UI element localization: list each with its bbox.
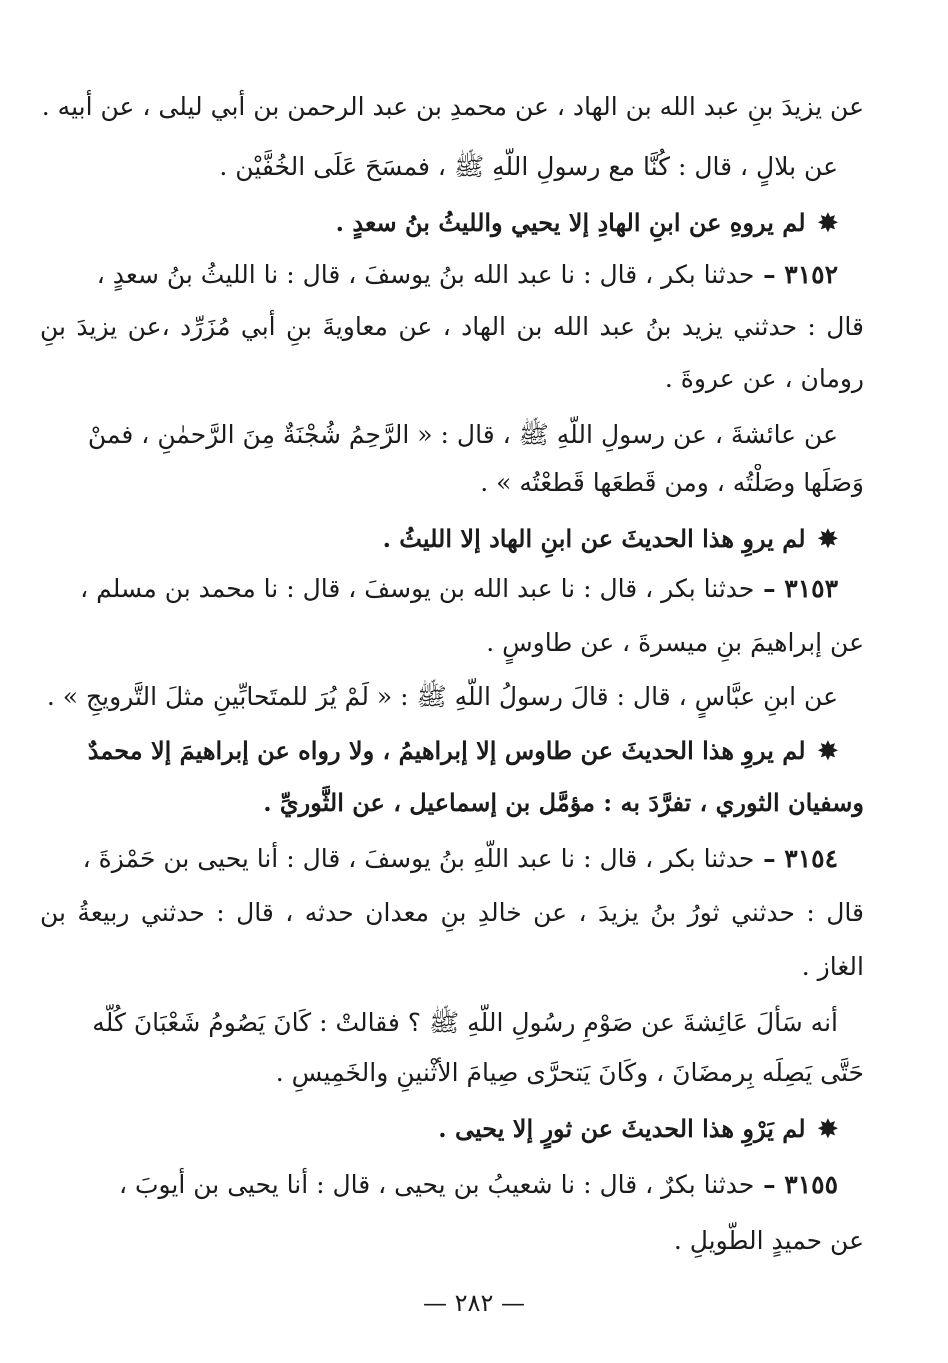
hadith-dash: –: [754, 844, 785, 873]
hadith-number-3154: ٣١٥٤: [784, 844, 838, 873]
text-line-19-content: حَتَّى يَصِلَه بِرمضَانَ ، وكَانَ يَتحرَّى صِيامَ الأثْنينِ والخَمِيسِ .: [275, 1058, 864, 1087]
hadith-dash: –: [754, 574, 785, 603]
hadith-dash: –: [754, 260, 785, 289]
text-line-18-content: أنه سَأَلَ عَائِشةَ عن صَوْمِ رسُولِ اللّهِ ﷺ ؟ فقالتْ : كَانَ يَصُومُ شَعْبَانَ كُلَّه: [92, 1008, 838, 1037]
text-line-1-content: عن يزيدَ بنِ عبد الله بن الهاد ، عن محمدِ بن عبد الرحمن بن أبي ليلى ، عن أبيه .: [41, 92, 864, 121]
text-line-16: [40, 894, 864, 934]
star-icon: ✸: [817, 1114, 838, 1143]
text-line-2: [40, 148, 838, 188]
text-line-2-content: عن بلالٍ ، قال : كُنَّا مع رسولِ اللّهِ ﷺ ، فمسَحَ عَلَى الخُفَّيْن .: [219, 152, 838, 181]
text-line-6-content: رومان ، عن عروةَ .: [664, 364, 864, 393]
star-icon: ✸: [817, 736, 838, 765]
text-line-6: [40, 360, 864, 400]
narration-note-1-text: لم يروهِ عن ابنِ الهادِ إلا يحيي والليثُ بنُ سعدٍ .: [335, 208, 806, 237]
narration-note-3: [40, 732, 838, 772]
text-line-8-content: وَصَلَها وصَلْتُه ، ومن قَطعَها قَطعْتُه » .: [480, 468, 864, 497]
hadith-3152-header: [40, 256, 838, 296]
text-line-16-content: قال : حدثني ثورُ بنُ يزيدَ ، عن خالدِ بنِ معدان حدثه ، قال : حدثني ربيعةُ بن: [40, 898, 864, 927]
text-line-7-content: عن عائشةَ ، عن رسولِ اللّهِ ﷺ ، قال : « الرَّحِمُ شُجْنَةٌ مِنَ الرَّحمٰنِ ، فمنْ: [87, 420, 838, 449]
narration-note-3-continued: [40, 784, 864, 824]
text-line-11: [40, 624, 864, 664]
text-line-17-content: الغاز .: [801, 952, 864, 981]
page-number: — ٢٨٢ —: [423, 1289, 525, 1317]
text-line-17: [40, 948, 864, 988]
text-line-7: [40, 416, 838, 456]
text-line-11-content: عن إبراهيمَ بنِ ميسرةَ ، عن طاوسٍ .: [486, 628, 864, 657]
narration-note-4: [40, 1110, 838, 1150]
hadith-3153-header: [40, 570, 838, 610]
narration-note-2: [40, 520, 838, 560]
text-line-5-content: قال : حدثني يزيد بنُ عبد الله بن الهاد ، عن معاويةَ بنِ أبي مُزَرِّد ،عن يزيدَ بنِ: [40, 312, 864, 341]
hadith-3155-chain: حدثنا بكرٌ ، قال : نا شعيبُ بن يحيى ، قال : أنا يحيى بن أيوبَ ،: [118, 1170, 755, 1199]
hadith-3155-header: [40, 1166, 838, 1206]
text-line-12-content: عن ابنِ عبَّاسٍ ، قال : قالَ رسولُ اللّهِ ﷺ : « لَمْ يُرَ للمتَحابِّينِ مثلَ التَّرويجِ » .: [46, 682, 838, 711]
star-icon: ✸: [817, 208, 838, 237]
hadith-3152-chain: حدثنا بكر ، قال : نا عبد الله بنُ يوسفَ ، قال : نا الليثُ بنُ سعدٍ ،: [96, 260, 755, 289]
narration-note-3-text: لم يروِ هذا الحديثَ عن طاوس إلا إبراهيمُ ، ولا رواه عن إبراهيمَ إلا محمدٌ: [87, 736, 806, 765]
text-line-8: [40, 464, 864, 504]
narration-note-4-text: لم يَرْوِ هذا الحديثَ عن ثورٍ إلا يحيى .: [438, 1114, 806, 1143]
text-line-18: [40, 1004, 838, 1044]
narration-note-3-continued-text: وسفيان الثوري ، تفرَّدَ به : مؤمَّل بن إسماعيل ، عن الثَّوريِّ .: [263, 788, 864, 817]
text-line-19: [40, 1054, 864, 1094]
text-line-12: [40, 678, 838, 718]
hadith-number-3152: ٣١٥٢: [784, 260, 838, 289]
narration-note-1: [40, 204, 838, 244]
hadith-number-3153: ٣١٥٣: [784, 574, 838, 603]
narration-note-2-text: لم يروِ هذا الحديثَ عن ابنِ الهاد إلا الليثُ .: [382, 524, 806, 553]
hadith-3154-header: [40, 840, 838, 880]
hadith-3154-chain: حدثنا بكر ، قال : نا عبد اللّهِ بنُ يوسفَ ، قال : أنا يحيى بن حَمْزةَ ،: [82, 844, 755, 873]
hadith-dash: –: [754, 1170, 785, 1199]
text-line-1: [40, 88, 864, 128]
text-line-22-content: عن حميدٍ الطَّويلِ .: [673, 1226, 864, 1255]
star-icon: ✸: [817, 524, 838, 553]
hadith-number-3155: ٣١٥٥: [784, 1170, 838, 1199]
text-line-22: [40, 1222, 864, 1262]
hadith-3153-chain: حدثنا بكر ، قال : نا عبد الله بن يوسفَ ، قال : نا محمد بن مسلم ،: [80, 574, 755, 603]
text-line-5: [40, 308, 864, 348]
